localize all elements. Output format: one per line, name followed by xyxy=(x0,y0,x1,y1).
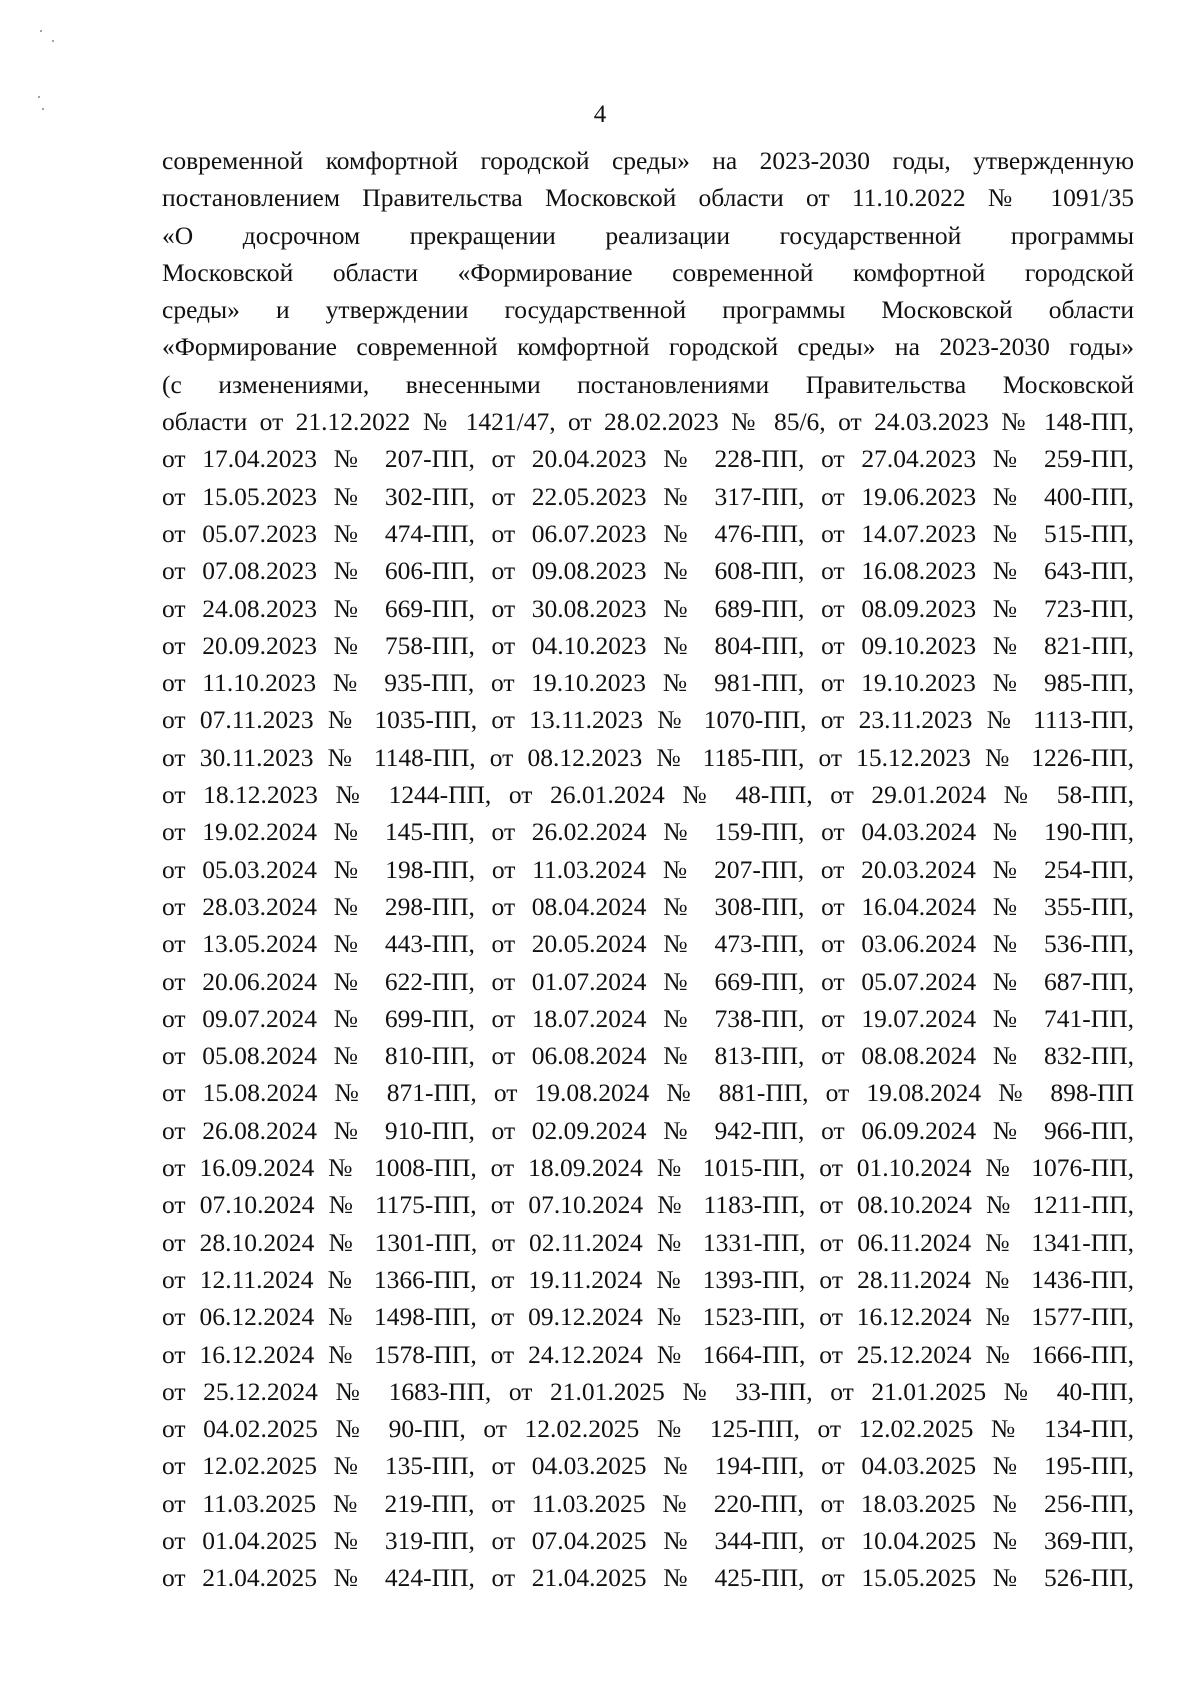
text-line: от 19.02.2024 № 145-ПП, от 26.02.2024 № 159-ПП, от 04.03.2024 № 190-ПП, xyxy=(162,817,1134,847)
text-line: от 28.10.2024 № 1301-ПП, от 02.11.2024 № 1331-ПП, от 06.11.2024 № 1341-ПП, xyxy=(162,1227,1134,1257)
text-line: от 16.09.2024 № 1008-ПП, от 18.09.2024 № 1015-ПП, от 01.10.2024 № 1076-ПП, xyxy=(162,1153,1134,1183)
text-line: от 26.08.2024 № 910-ПП, от 02.09.2024 № 942-ПП, от 06.09.2024 № 966-ПП, xyxy=(162,1115,1134,1145)
text-line: области от 21.12.2022 № 1421/47, от 28.02.2023 № 85/6, от 24.03.2023 № 148-ПП, xyxy=(162,407,1134,437)
text-line: от 16.12.2024 № 1578-ПП, от 24.12.2024 № 1664-ПП, от 25.12.2024 № 1666-ПП, xyxy=(162,1339,1134,1369)
text-line: от 15.05.2023 № 302-ПП, от 22.05.2023 № 317-ПП, от 19.06.2023 № 400-ПП, xyxy=(162,481,1134,511)
text-line: от 24.08.2023 № 669-ПП, от 30.08.2023 № 689-ПП, от 08.09.2023 № 723-ПП, xyxy=(162,593,1134,623)
text-line: от 07.10.2024 № 1175-ПП, от 07.10.2024 № 1183-ПП, от 08.10.2024 № 1211-ПП, xyxy=(162,1190,1134,1220)
text-line: от 15.08.2024 № 871-ПП, от 19.08.2024 № 881-ПП, от 19.08.2024 № 898-ПП xyxy=(162,1078,1134,1108)
text-line: от 13.05.2024 № 443-ПП, от 20.05.2024 № 473-ПП, от 03.06.2024 № 536-ПП, xyxy=(162,929,1134,959)
text-line: от 05.03.2024 № 198-ПП, от 11.03.2024 № 207-ПП, от 20.03.2024 № 254-ПП, xyxy=(162,854,1134,884)
text-line: Московской области «Формирование современной комфортной городской xyxy=(162,257,1134,287)
text-line: от 11.10.2023 № 935-ПП, от 19.10.2023 № 981-ПП, от 19.10.2023 № 985-ПП, xyxy=(162,668,1134,698)
text-line: от 01.04.2025 № 319-ПП, от 07.04.2025 № 344-ПП, от 10.04.2025 № 369-ПП, xyxy=(162,1525,1134,1555)
text-line: от 05.08.2024 № 810-ПП, от 06.08.2024 № 813-ПП, от 08.08.2024 № 832-ПП, xyxy=(162,1041,1134,1071)
text-line: от 20.09.2023 № 758-ПП, от 04.10.2023 № 804-ПП, от 09.10.2023 № 821-ПП, xyxy=(162,630,1134,660)
text-line: от 17.04.2023 № 207-ПП, от 20.04.2023 № 228-ПП, от 27.04.2023 № 259-ПП, xyxy=(162,444,1134,474)
text-line: постановлением Правительства Московской области от 11.10.2022 № 1091/35 xyxy=(162,183,1134,213)
text-line: от 30.11.2023 № 1148-ПП, от 08.12.2023 № 1185-ПП, от 15.12.2023 № 1226-ПП, xyxy=(162,742,1134,772)
text-line: современной комфортной городской среды» на 2023-2030 годы, утвержденную xyxy=(162,146,1134,175)
scan-speck xyxy=(52,40,54,42)
document-body xyxy=(162,142,1134,1597)
text-line: (с изменениями, внесенными постановлениями Правительства Московской xyxy=(162,369,1134,399)
text-line: среды» и утверждении государственной программы Московской области xyxy=(162,295,1134,325)
text-line: «О досрочном прекращении реализации государственной программы xyxy=(162,220,1134,250)
text-line: от 06.12.2024 № 1498-ПП, от 09.12.2024 № 1523-ПП, от 16.12.2024 № 1577-ПП, xyxy=(162,1302,1134,1332)
scan-speck xyxy=(40,30,42,32)
text-line: от 25.12.2024 № 1683-ПП, от 21.01.2025 № 33-ПП, от 21.01.2025 № 40-ПП, xyxy=(162,1376,1134,1406)
text-line: от 20.06.2024 № 622-ПП, от 01.07.2024 № 669-ПП, от 05.07.2024 № 687-ПП, xyxy=(162,966,1134,996)
text-line: от 21.04.2025 № 424-ПП, от 21.04.2025 № 425-ПП, от 15.05.2025 № 526-ПП, xyxy=(162,1563,1134,1593)
text-line: от 05.07.2023 № 474-ПП, от 06.07.2023 № 476-ПП, от 14.07.2023 № 515-ПП, xyxy=(162,518,1134,548)
text-line: от 12.02.2025 № 135-ПП, от 04.03.2025 № 194-ПП, от 04.03.2025 № 195-ПП, xyxy=(162,1451,1134,1481)
text-line: от 28.03.2024 № 298-ПП, от 08.04.2024 № 308-ПП, от 16.04.2024 № 355-ПП, xyxy=(162,891,1134,921)
text-line: «Формирование современной комфортной городской среды» на 2023-2030 годы» xyxy=(162,332,1134,362)
text-line: от 07.11.2023 № 1035-ПП, от 13.11.2023 № 1070-ПП, от 23.11.2023 № 1113-ПП, xyxy=(162,705,1134,735)
text-line: от 12.11.2024 № 1366-ПП, от 19.11.2024 № 1393-ПП, от 28.11.2024 № 1436-ПП, xyxy=(162,1264,1134,1294)
scan-speck xyxy=(38,96,40,98)
page-number: 4 xyxy=(593,101,607,128)
text-line: от 09.07.2024 № 699-ПП, от 18.07.2024 № 738-ПП, от 19.07.2024 № 741-ПП, xyxy=(162,1003,1134,1033)
text-line: от 04.02.2025 № 90-ПП, от 12.02.2025 № 125-ПП, от 12.02.2025 № 134-ПП, xyxy=(162,1414,1134,1444)
text-line: от 18.12.2023 № 1244-ПП, от 26.01.2024 № 48-ПП, от 29.01.2024 № 58-ПП, xyxy=(162,780,1134,810)
text-line: от 07.08.2023 № 606-ПП, от 09.08.2023 № 608-ПП, от 16.08.2023 № 643-ПП, xyxy=(162,556,1134,586)
text-line: от 11.03.2025 № 219-ПП, от 11.03.2025 № 220-ПП, от 18.03.2025 № 256-ПП, xyxy=(162,1488,1134,1518)
